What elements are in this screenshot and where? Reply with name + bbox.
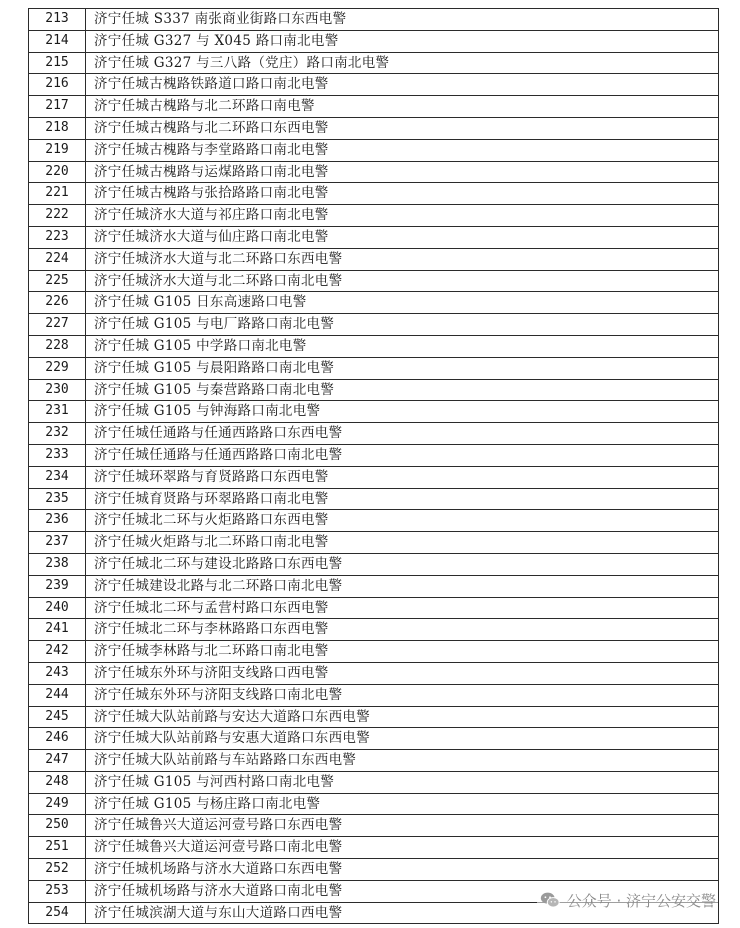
- row-number: 226: [29, 292, 86, 314]
- row-number: 245: [29, 706, 86, 728]
- location-name: 济宁任城火炬路与北二环路口南北电警: [86, 532, 719, 554]
- watermark-text: 公众号 · 济宁公安交警: [566, 891, 716, 910]
- row-number: 237: [29, 532, 86, 554]
- table-row: [29, 183, 719, 205]
- table-row: [29, 466, 719, 488]
- location-name: 济宁任城古槐路与北二环路口东西电警: [86, 117, 719, 139]
- table-row: [29, 226, 719, 248]
- location-name: 济宁任城古槐路与北二环路口南电警: [86, 96, 719, 118]
- table-row: [29, 292, 719, 314]
- location-name: 济宁任城北二环与建设北路路口东西电警: [86, 553, 719, 575]
- table-row: [29, 74, 719, 96]
- location-name: 济宁任城 G327 与三八路（党庄）路口南北电警: [86, 52, 719, 74]
- table-row: [29, 706, 719, 728]
- location-name: 济宁任城东外环与济阳支线路口南北电警: [86, 684, 719, 706]
- table-row: [29, 423, 719, 445]
- location-name: 济宁任城济水大道与仙庄路口南北电警: [86, 226, 719, 248]
- row-number: 250: [29, 815, 86, 837]
- table-row: [29, 270, 719, 292]
- location-name: 济宁任城古槐路与运煤路路口南北电警: [86, 161, 719, 183]
- location-name: 济宁任城济水大道与北二环路口东西电警: [86, 248, 719, 270]
- table-row: [29, 510, 719, 532]
- location-name: 济宁任城古槐路与李堂路路口南北电警: [86, 139, 719, 161]
- location-name: 济宁任城建设北路与北二环路口南北电警: [86, 575, 719, 597]
- document-table-sheet: [28, 8, 718, 924]
- location-name: 济宁任城济水大道与祁庄路口南北电警: [86, 205, 719, 227]
- location-name: 济宁任城鲁兴大道运河壹号路口东西电警: [86, 815, 719, 837]
- row-number: 225: [29, 270, 86, 292]
- table-row: [29, 314, 719, 336]
- location-name: 济宁任城育贤路与环翠路路口南北电警: [86, 488, 719, 510]
- table-row: [29, 357, 719, 379]
- location-name: 济宁任城机场路与济水大道路口南北电警: [86, 880, 719, 902]
- location-name: 济宁任城环翠路与育贤路路口东西电警: [86, 466, 719, 488]
- location-name: 济宁任城 G105 与电厂路路口南北电警: [86, 314, 719, 336]
- table-row: [29, 52, 719, 74]
- table-row: [29, 335, 719, 357]
- table-row: [29, 532, 719, 554]
- table-row: [29, 444, 719, 466]
- table-row: [29, 597, 719, 619]
- row-number: 246: [29, 728, 86, 750]
- table-row: [29, 575, 719, 597]
- row-number: 235: [29, 488, 86, 510]
- row-number: 228: [29, 335, 86, 357]
- location-name: 济宁任城滨湖大道与东山大道路口西电警: [86, 902, 719, 924]
- table-row: [29, 837, 719, 859]
- row-number: 238: [29, 553, 86, 575]
- row-number: 244: [29, 684, 86, 706]
- row-number: 215: [29, 52, 86, 74]
- table-row: [29, 117, 719, 139]
- row-number: 214: [29, 30, 86, 52]
- location-name: 济宁任城北二环与孟营村路口东西电警: [86, 597, 719, 619]
- table-row: [29, 859, 719, 881]
- row-number: 249: [29, 793, 86, 815]
- location-name: 济宁任城北二环与李林路路口东西电警: [86, 619, 719, 641]
- table-row: [29, 728, 719, 750]
- location-name: 济宁任城 G105 与河西村路口南北电警: [86, 771, 719, 793]
- table-row: [29, 619, 719, 641]
- row-number: 254: [29, 902, 86, 924]
- table-row: [29, 684, 719, 706]
- row-number: 222: [29, 205, 86, 227]
- location-name: 济宁任城 G105 与钟海路口南北电警: [86, 401, 719, 423]
- table-row: [29, 401, 719, 423]
- account-watermark: [537, 889, 718, 911]
- location-name: 济宁任城大队站前路与安达大道路口东西电警: [86, 706, 719, 728]
- row-number: 247: [29, 750, 86, 772]
- row-number: 217: [29, 96, 86, 118]
- row-number: 221: [29, 183, 86, 205]
- location-name: 济宁任城 G105 与杨庄路口南北电警: [86, 793, 719, 815]
- row-number: 227: [29, 314, 86, 336]
- row-number: 248: [29, 771, 86, 793]
- row-number: 229: [29, 357, 86, 379]
- table-row: [29, 488, 719, 510]
- table-row: [29, 96, 719, 118]
- row-number: 230: [29, 379, 86, 401]
- table-row: [29, 205, 719, 227]
- row-number: 253: [29, 880, 86, 902]
- location-name: 济宁任城 S337 南张商业街路口东西电警: [86, 9, 719, 31]
- table-body: [29, 9, 719, 924]
- location-name: 济宁任城大队站前路与安惠大道路口东西电警: [86, 728, 719, 750]
- wechat-icon: [539, 889, 561, 911]
- location-name: 济宁任城机场路与济水大道路口东西电警: [86, 859, 719, 881]
- row-number: 236: [29, 510, 86, 532]
- row-number: 251: [29, 837, 86, 859]
- row-number: 220: [29, 161, 86, 183]
- location-name: 济宁任城 G105 中学路口南北电警: [86, 335, 719, 357]
- row-number: 234: [29, 466, 86, 488]
- table-row: [29, 815, 719, 837]
- row-number: 239: [29, 575, 86, 597]
- location-name: 济宁任城大队站前路与车站路路口东西电警: [86, 750, 719, 772]
- location-name: 济宁任城鲁兴大道运河壹号路口南北电警: [86, 837, 719, 859]
- location-name: 济宁任城李林路与北二环路口南北电警: [86, 641, 719, 663]
- table-row: [29, 9, 719, 31]
- row-number: 219: [29, 139, 86, 161]
- table-row: [29, 793, 719, 815]
- location-name: 济宁任城任通路与任通西路路口东西电警: [86, 423, 719, 445]
- table-row: [29, 30, 719, 52]
- location-name: 济宁任城古槐路与张拾路路口南北电警: [86, 183, 719, 205]
- location-name: 济宁任城东外环与济阳支线路口西电警: [86, 662, 719, 684]
- row-number: 224: [29, 248, 86, 270]
- location-name: 济宁任城 G105 日东高速路口电警: [86, 292, 719, 314]
- row-number: 252: [29, 859, 86, 881]
- location-name: 济宁任城济水大道与北二环路口南北电警: [86, 270, 719, 292]
- table-row: [29, 379, 719, 401]
- table-row: [29, 641, 719, 663]
- table-row: [29, 662, 719, 684]
- table-row: [29, 161, 719, 183]
- row-number: 233: [29, 444, 86, 466]
- location-name: 济宁任城 G105 与秦营路路口南北电警: [86, 379, 719, 401]
- row-number: 242: [29, 641, 86, 663]
- table-row: [29, 553, 719, 575]
- location-name: 济宁任城北二环与火炬路路口东西电警: [86, 510, 719, 532]
- row-number: 241: [29, 619, 86, 641]
- row-number: 231: [29, 401, 86, 423]
- table-row: [29, 771, 719, 793]
- table-row: [29, 750, 719, 772]
- row-number: 240: [29, 597, 86, 619]
- location-name: 济宁任城任通路与任通西路路口南北电警: [86, 444, 719, 466]
- location-name: 济宁任城古槐路铁路道口路口南北电警: [86, 74, 719, 96]
- camera-location-table: [28, 8, 719, 924]
- row-number: 223: [29, 226, 86, 248]
- row-number: 213: [29, 9, 86, 31]
- table-row: [29, 139, 719, 161]
- location-name: 济宁任城 G105 与晨阳路路口南北电警: [86, 357, 719, 379]
- location-name: 济宁任城 G327 与 X045 路口南北电警: [86, 30, 719, 52]
- row-number: 218: [29, 117, 86, 139]
- row-number: 216: [29, 74, 86, 96]
- row-number: 243: [29, 662, 86, 684]
- row-number: 232: [29, 423, 86, 445]
- table-row: [29, 248, 719, 270]
